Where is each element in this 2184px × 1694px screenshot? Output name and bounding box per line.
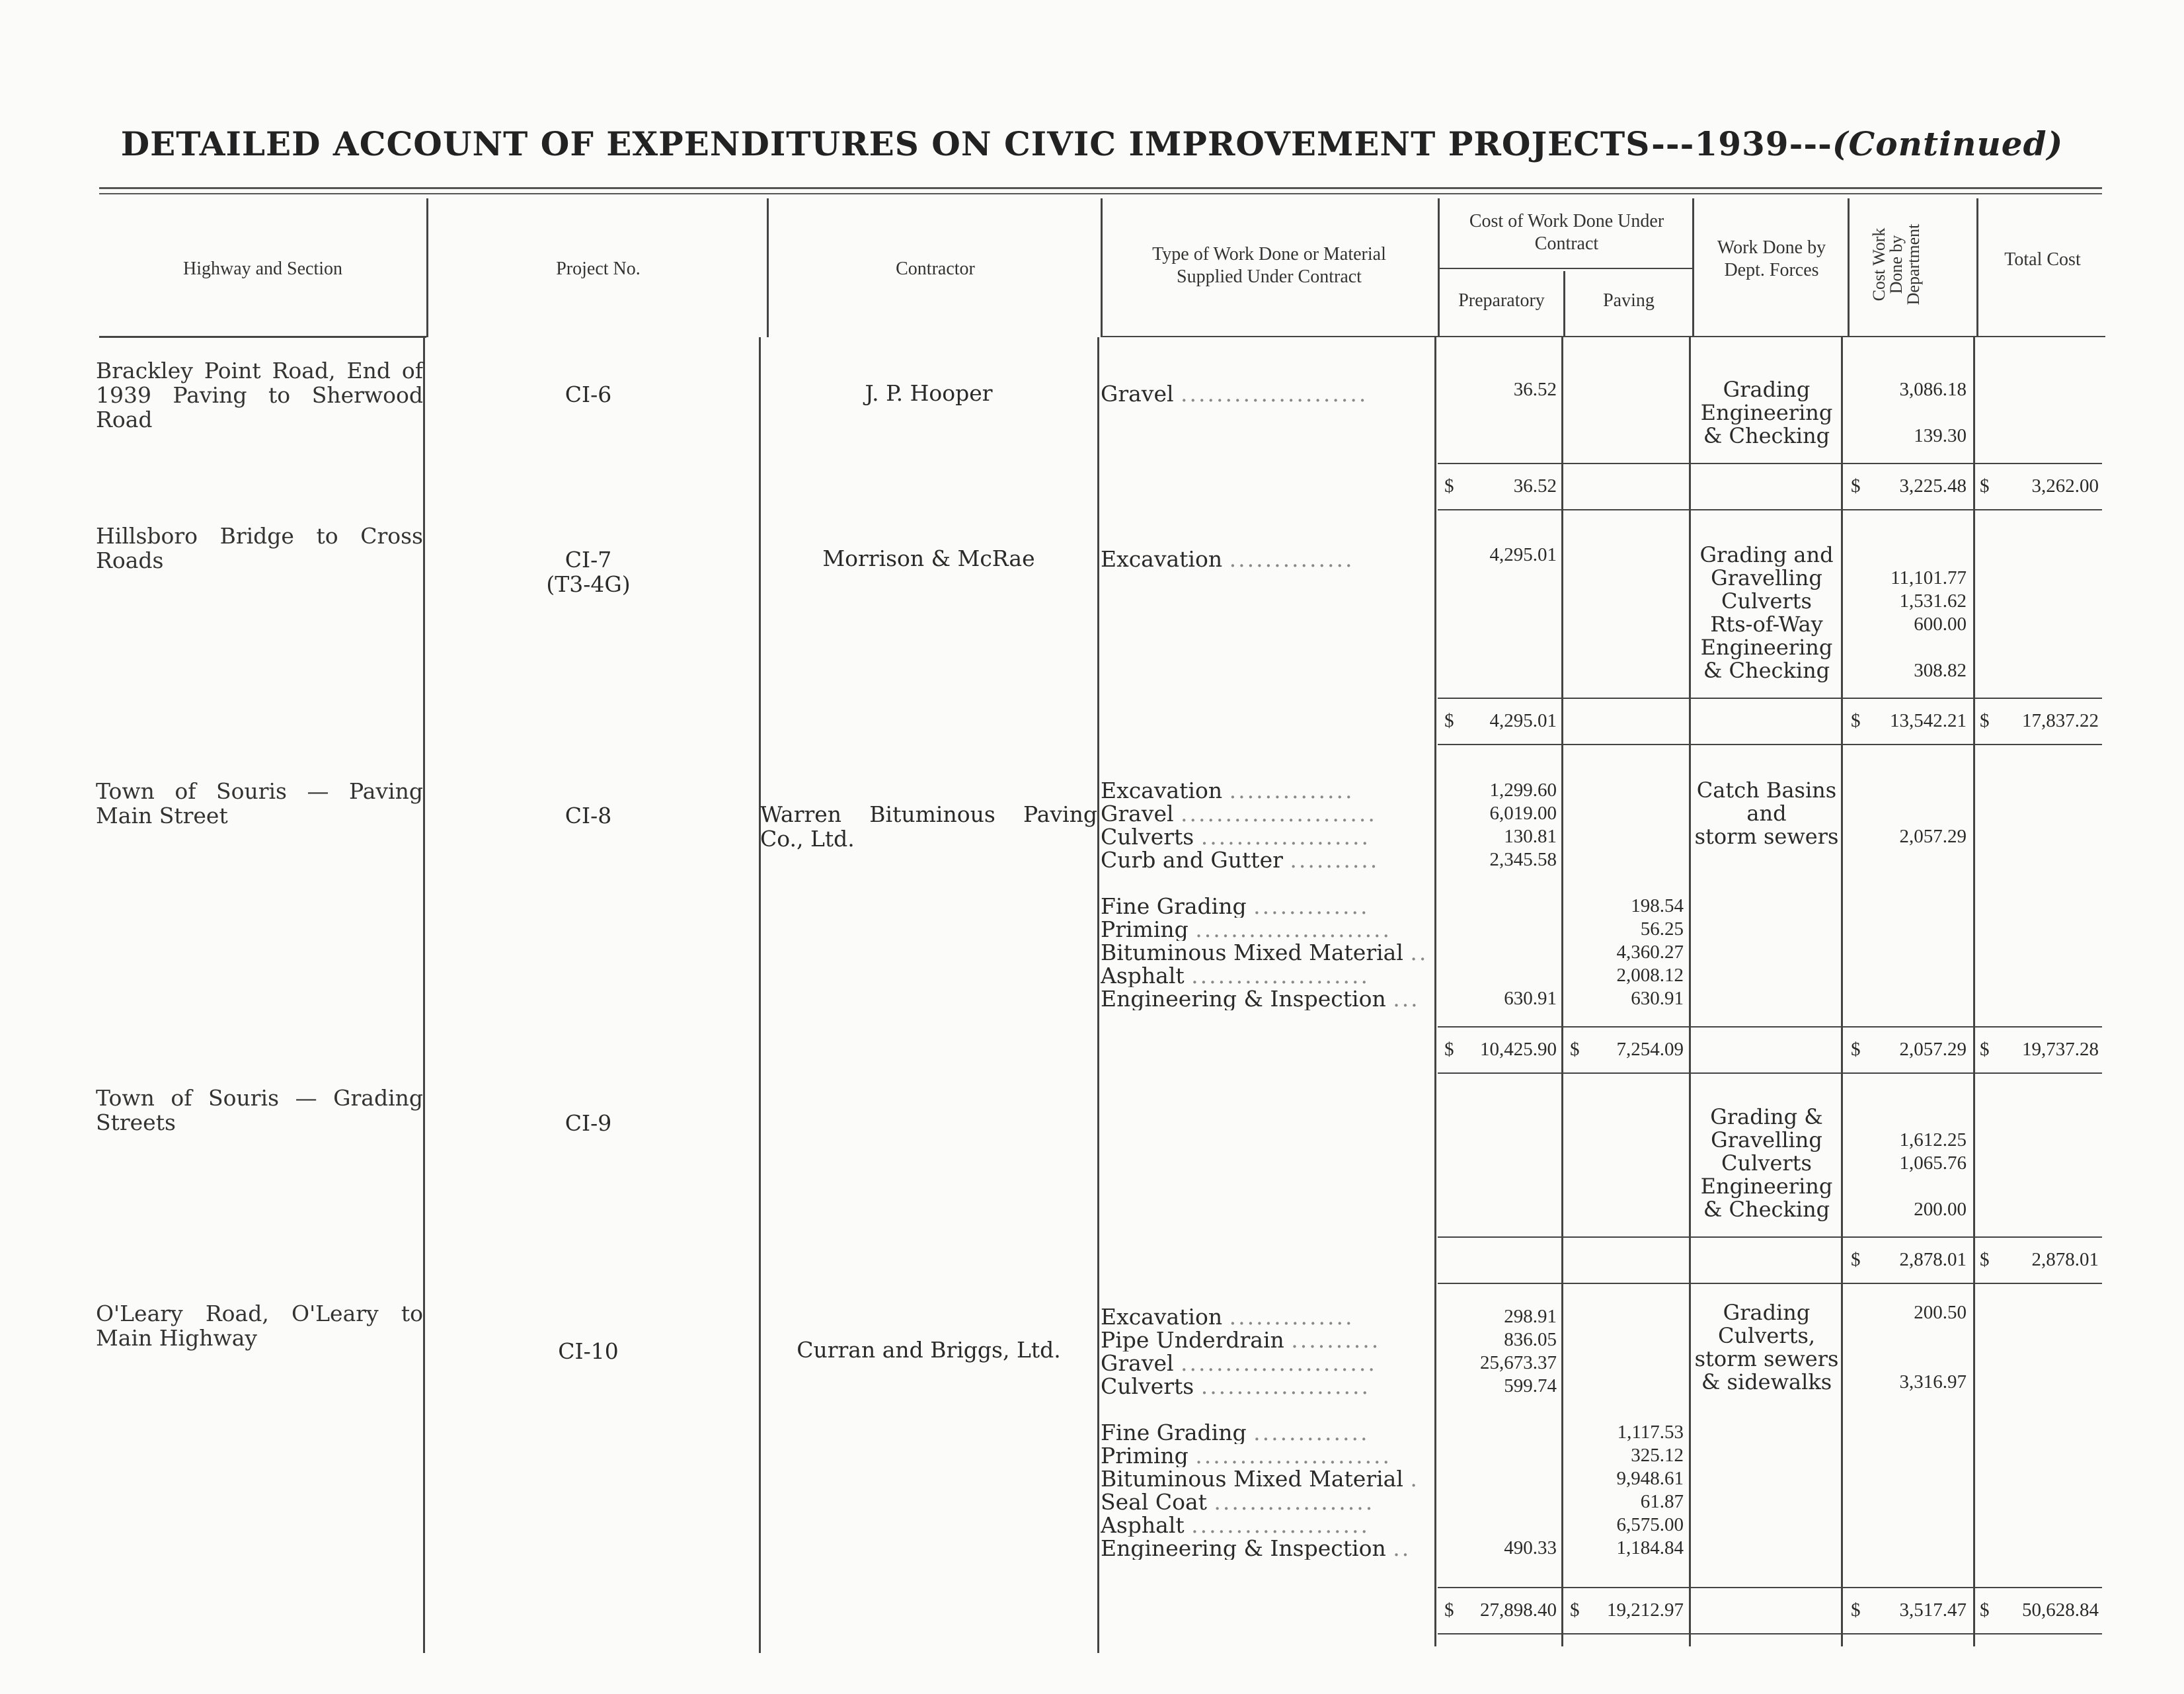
currency-sign: $ (1444, 1599, 1454, 1621)
paving-cost: 61.87 (1640, 1491, 1684, 1512)
dept-cost: 11,101.77 1,531.62 600.00 308.82 (1891, 567, 1967, 681)
work-item: Culverts ................... (1101, 825, 1371, 848)
work-item: Culverts ................... (1101, 1375, 1371, 1398)
subtotal-rule (1438, 463, 2102, 464)
paving-cost: 630.91 (1631, 988, 1684, 1009)
header-paving: Paving (1603, 290, 1655, 311)
currency-sign: $ (1980, 1249, 1990, 1270)
prep-cost: 2,345.58 (1489, 849, 1557, 870)
dept-cost: 3,086.18 139.30 (1899, 379, 1967, 446)
subtotal-paving: 19,212.97 (1607, 1599, 1684, 1621)
highway-section: Town of Souris — Paving Main Street (96, 778, 423, 828)
subtotal-prep: 4,295.01 (1489, 710, 1557, 731)
work-item: Excavation .............. (1101, 779, 1354, 802)
subtotal-rule (1438, 1283, 2102, 1284)
paving-cost: 2,008.12 (1616, 965, 1684, 986)
prep-cost: 4,295.01 (1489, 544, 1557, 565)
currency-sign: $ (1444, 710, 1454, 731)
header-bottom-rule (99, 336, 426, 338)
dept-cost: 1,612.25 1,065.76 200.00 (1899, 1129, 1967, 1220)
currency-sign: $ (1851, 710, 1861, 731)
prep-cost: 630.91 (1504, 988, 1557, 1009)
work-item: Bituminous Mixed Material .. (1101, 941, 1428, 964)
project-number: CI-8 (565, 803, 612, 828)
work-item: Excavation .............. (1101, 1305, 1354, 1328)
work-item: Bituminous Mixed Material . (1101, 1467, 1419, 1490)
currency-sign: $ (1444, 475, 1454, 497)
header-project: Project No. (556, 259, 641, 279)
highway-section: Hillsboro Bridge to Cross Roads (96, 523, 423, 573)
header-divider (426, 198, 428, 337)
highway-section: Brackley Point Road, End of 1939 Paving to Sherwood Road (96, 358, 423, 432)
paving-cost: 1,184.84 (1616, 1537, 1684, 1558)
header-total: Total Cost (2004, 249, 2081, 270)
subtotal-rule (1438, 744, 2102, 745)
paving-cost: 325.12 (1631, 1445, 1684, 1466)
header-divider (767, 198, 769, 337)
header-work-dept: Work Done by Dept. Forces (1717, 237, 1826, 280)
highway-section: O'Leary Road, O'Leary to Main Highway (96, 1301, 423, 1351)
header-divider (1692, 198, 1694, 337)
work-item: Priming ...................... (1101, 1444, 1392, 1467)
work-item: Pipe Underdrain .......... (1101, 1328, 1381, 1351)
paving-cost: 198.54 (1631, 895, 1684, 916)
total-cost: 50,628.84 (2022, 1599, 2099, 1621)
work-item: Engineering & Inspection ... (1101, 987, 1420, 1010)
header-divider (1976, 198, 1978, 337)
contractor: Morrison & McRae (822, 545, 1035, 571)
work-item: Fine Grading ............. (1101, 895, 1370, 918)
header-contractor: Contractor (896, 259, 975, 279)
currency-sign: $ (1980, 1039, 1990, 1060)
work-item: Gravel ...................... (1101, 1351, 1377, 1375)
header-bottom-rule (1101, 336, 2105, 337)
body-divider (1097, 337, 1099, 1653)
work-item: Asphalt .................... (1101, 1513, 1370, 1537)
work-item: Engineering & Inspection .. (1101, 1537, 1411, 1560)
work-item: Asphalt .................... (1101, 964, 1370, 987)
currency-sign: $ (1980, 475, 1990, 497)
dept-work: Grading and Gravelling Culverts Rts-of-Way Engineering & Checking (1699, 542, 1834, 683)
title-rule-bottom (99, 193, 2102, 194)
currency-sign: $ (1851, 475, 1861, 497)
prep-cost: 599.74 (1504, 1375, 1557, 1396)
subtotal-dept: 3,517.47 (1899, 1599, 1967, 1621)
dept-work: Grading & Gravelling Culverts Engineering & Checking (1700, 1104, 1833, 1222)
subtotal-dept: 2,878.01 (1899, 1249, 1967, 1270)
currency-sign: $ (1980, 1599, 1990, 1621)
paving-cost: 56.25 (1640, 918, 1684, 940)
paving-cost: 6,575.00 (1616, 1514, 1684, 1535)
work-item: Excavation .............. (1101, 547, 1354, 571)
currency-sign: $ (1980, 710, 1990, 731)
prep-cost: 25,673.37 (1480, 1352, 1557, 1373)
project-number: CI-6 (565, 382, 612, 407)
header-subrule (1438, 268, 1692, 269)
header-divider (1101, 198, 1103, 337)
body-divider (1689, 337, 1691, 1646)
contractor: Curran and Briggs, Ltd. (797, 1337, 1061, 1363)
paving-cost: 9,948.61 (1616, 1468, 1684, 1489)
body-divider (423, 337, 425, 1653)
body-divider (1841, 337, 1843, 1646)
subtotal-rule (1438, 698, 2102, 699)
work-item: Curb and Gutter .......... (1101, 848, 1380, 871)
dept-cost: 200.50 3,316.97 (1899, 1302, 1967, 1392)
subtotal-rule (1438, 1026, 2102, 1028)
project-number: CI-10 (558, 1338, 619, 1364)
prep-cost: 36.52 (1513, 379, 1557, 400)
currency-sign: $ (1851, 1249, 1861, 1270)
project-number: CI-9 (565, 1110, 612, 1136)
work-item: Gravel ..................... (1101, 382, 1368, 405)
contractor: Warren Bituminous Paving Co., Ltd. (760, 801, 1097, 852)
title-rule-top (99, 187, 2102, 189)
header-cost-contract: Cost of Work Done Under Contract (1469, 211, 1664, 254)
work-item: Priming ...................... (1101, 918, 1392, 941)
body-divider (759, 337, 761, 1653)
header-cost-dept: Cost Work Done by Department (1869, 223, 1923, 305)
contractor: J. P. Hooper (865, 380, 993, 406)
header-type-work: Type of Work Done or Material Supplied Under Contract (1152, 244, 1386, 287)
dept-cost: 2,057.29 (1899, 826, 1967, 847)
prep-cost: 490.33 (1504, 1537, 1557, 1558)
page-title (0, 124, 2184, 163)
title-continued: (Continued) (1832, 124, 2064, 163)
prep-cost: 6,019.00 (1489, 803, 1557, 824)
header-divider (1848, 198, 1850, 337)
body-divider (1434, 337, 1436, 1646)
subtotal-rule (1438, 1587, 2102, 1588)
subtotal-rule (1438, 1072, 2102, 1074)
total-cost: 2,878.01 (2031, 1249, 2099, 1270)
total-cost: 3,262.00 (2031, 475, 2099, 497)
subtotal-paving: 7,254.09 (1616, 1039, 1684, 1060)
subtotal-dept: 13,542.21 (1890, 710, 1967, 731)
work-item: Gravel ...................... (1101, 802, 1377, 825)
dept-work: Grading Engineering & Checking (1700, 377, 1833, 448)
dept-work: Grading Culverts, storm sewers & sidewalks (1694, 1300, 1839, 1394)
subtotal-dept: 3,225.48 (1899, 475, 1967, 497)
subtotal-prep: 10,425.90 (1480, 1039, 1557, 1060)
prep-cost: 298.91 (1504, 1306, 1557, 1327)
header-preparatory: Preparatory (1458, 290, 1545, 311)
project-number: CI-7 (T3-4G) (546, 547, 631, 597)
subtotal-prep: 27,898.40 (1480, 1599, 1557, 1621)
header-highway: Highway and Section (182, 259, 343, 279)
paving-cost: 1,117.53 (1617, 1422, 1684, 1443)
currency-sign: $ (1851, 1039, 1861, 1060)
currency-sign: $ (1851, 1599, 1861, 1621)
prep-cost: 836.05 (1504, 1329, 1557, 1350)
work-item: Fine Grading ............. (1101, 1421, 1370, 1444)
prep-cost: 130.81 (1504, 826, 1557, 847)
subtotal-rule (1438, 1236, 2102, 1238)
subtotal-rule (1438, 1633, 2102, 1634)
paving-cost: 4,360.27 (1616, 942, 1684, 963)
currency-sign: $ (1570, 1039, 1580, 1060)
highway-section: Town of Souris — Grading Streets (96, 1085, 423, 1135)
work-item: Seal Coat .................. (1101, 1490, 1375, 1513)
total-cost: 17,837.22 (2022, 710, 2099, 731)
subtotal-dept: 2,057.29 (1899, 1039, 1967, 1060)
total-cost: 19,737.28 (2022, 1039, 2099, 1060)
subtotal-prep: 36.52 (1513, 475, 1557, 497)
currency-sign: $ (1570, 1599, 1580, 1621)
currency-sign: $ (1444, 1039, 1454, 1060)
subtotal-rule (1438, 509, 2102, 510)
body-divider (1973, 337, 1975, 1646)
prep-cost: 1,299.60 (1489, 780, 1557, 801)
title-main: DETAILED ACCOUNT OF EXPENDITURES ON CIVIC IMPROVEMENT PROJECTS---1939--- (120, 124, 1832, 163)
dept-work: Catch Basins and storm sewers (1694, 778, 1839, 849)
